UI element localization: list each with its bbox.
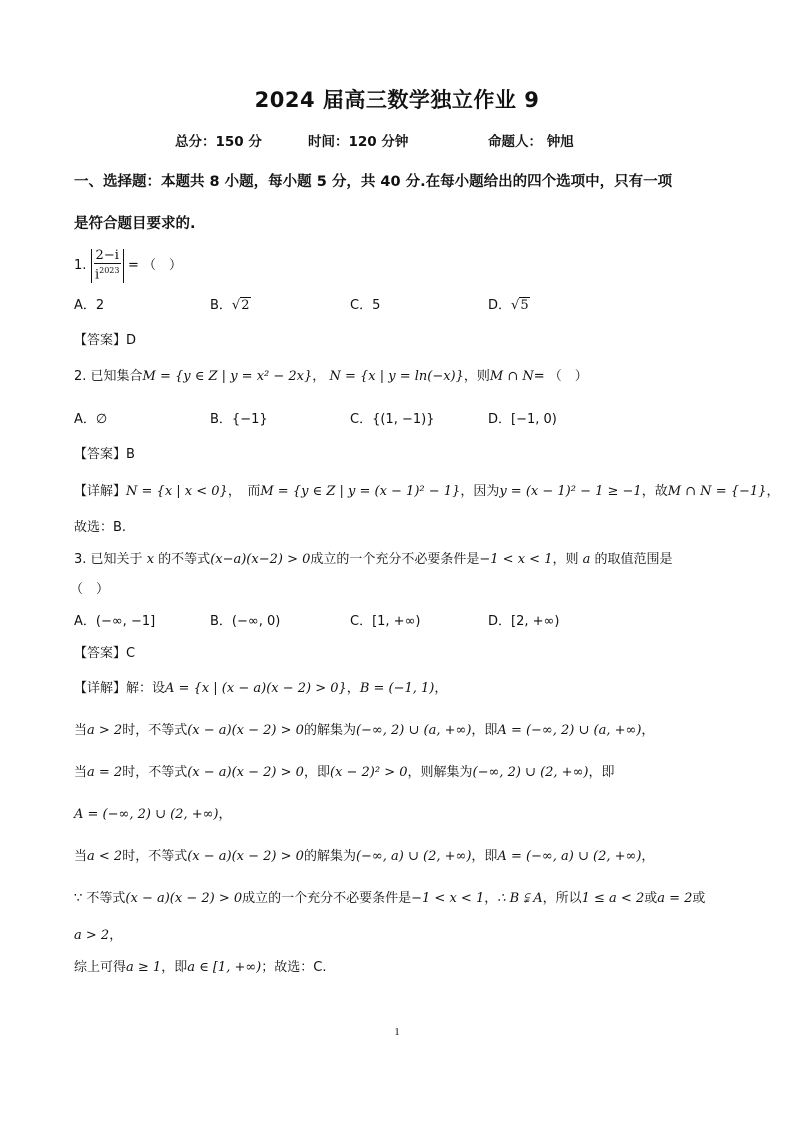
q3-detail-intro <box>74 679 447 699</box>
math: M = {y ∈ Z | y = (x − 1)² − 1} <box>260 484 461 499</box>
text: ， <box>484 891 498 906</box>
q3-option-b: B．(−∞, 0) <box>210 614 281 629</box>
time-limit: 时间：120 分钟 <box>308 134 409 150</box>
math: (−∞, 2) ∪ (a, +∞) <box>355 723 472 738</box>
text: 当 <box>74 723 88 738</box>
math: −1 < x < 1 <box>411 891 485 906</box>
intersection: M ∩ N <box>489 369 534 384</box>
sqrt-icon: √5 <box>511 298 529 313</box>
text: ， <box>346 681 360 696</box>
question-number: 1. <box>74 258 87 273</box>
text: ，即 <box>471 723 498 738</box>
math: A = (−∞, 2) ∪ (a, +∞) <box>497 723 642 738</box>
q2-option-c: C．{(1, −1)} <box>350 412 435 427</box>
q3-case-2 <box>74 763 615 783</box>
set-m: M = {y ∈ Z | y = x² − 2x} <box>142 369 313 384</box>
q3-case-2-cont <box>74 805 232 825</box>
math: A = (−∞, a) ∪ (2, +∞) <box>497 849 642 864</box>
q2-detail <box>74 482 779 502</box>
text: 时，不等式 <box>122 723 188 738</box>
stem-text: ，则 <box>463 369 490 384</box>
denominator-base: i <box>94 267 100 283</box>
math: A = (−∞, 2) ∪ (2, +∞) <box>74 807 219 822</box>
q2-answer: 【答案】B <box>74 447 135 462</box>
math: a > 2 <box>87 723 123 738</box>
radicand: 5 <box>520 298 529 313</box>
q2-option-d: D．[−1, 0) <box>488 412 557 427</box>
text: ，因为 <box>460 484 500 499</box>
detail-label: 【详解】 <box>74 484 127 499</box>
math: N = {x | x < 0} <box>126 484 228 499</box>
math: (−∞, 2) ∪ (2, +∞) <box>472 765 589 780</box>
q1-option-c: C．5 <box>350 298 381 313</box>
text: 的解集为 <box>303 849 356 864</box>
math: x <box>146 552 155 567</box>
q1-option-a: A．2 <box>74 298 105 313</box>
text: 综上可得 <box>74 960 127 975</box>
stem-text: ， <box>312 369 326 384</box>
denominator <box>94 264 121 282</box>
q3-case-1 <box>74 721 654 741</box>
math: (x − a)(x − 2) > 0 <box>187 723 304 738</box>
option-label: B． <box>210 298 232 313</box>
math: a > 2 <box>74 928 110 943</box>
q3-since <box>74 889 705 909</box>
set-n: N = {x | y = ln(−x)} <box>329 369 464 384</box>
question-1 <box>74 248 182 284</box>
text: ，即 <box>303 765 330 780</box>
page-number: 1 <box>394 1026 400 1038</box>
text: 的不等式 <box>158 552 211 567</box>
q2-conclusion: 故选：B. <box>74 520 127 535</box>
absolute-value-expression <box>91 249 124 283</box>
q3-option-c: C．[1, +∞) <box>350 614 421 629</box>
math: (−∞, a) ∪ (2, +∞) <box>355 849 472 864</box>
text: 或 <box>644 891 658 906</box>
text: ， <box>218 807 232 822</box>
text: 时，不等式 <box>122 765 188 780</box>
text: 当 <box>74 765 88 780</box>
question-tail: = （ ） <box>128 258 183 273</box>
q2-option-b: B．{−1} <box>210 412 268 427</box>
math: a ≥ 1 <box>126 960 162 975</box>
text: 的取值范围是 <box>594 552 673 567</box>
q1-option-d <box>488 296 530 316</box>
q3-since-cont <box>74 926 122 946</box>
math: (x − a)(x − 2) > 0 <box>187 849 304 864</box>
text: ，即 <box>588 765 615 780</box>
q3-option-d: D．[2, +∞) <box>488 614 560 629</box>
q3-option-a: A．(−∞, −1] <box>74 614 156 629</box>
fraction <box>94 249 121 282</box>
text: ，则解集为 <box>407 765 473 780</box>
text: ；故选：C. <box>261 960 327 975</box>
text: ，则 <box>552 552 579 567</box>
text: 的解集为 <box>303 723 356 738</box>
math: (x − 2)² > 0 <box>329 765 408 780</box>
text: 或 <box>692 891 706 906</box>
math: B = (−1, 1) <box>359 681 435 696</box>
text: 【详解】解：设 <box>74 681 166 696</box>
text: ，即 <box>471 849 498 864</box>
math: a ∈ [1, +∞) <box>187 960 262 975</box>
text: 时，不等式 <box>122 849 188 864</box>
text: ， <box>641 723 655 738</box>
author: 命题人： 钟旭 <box>488 134 574 150</box>
q3-final <box>74 958 326 978</box>
math: (x−a)(x−2) > 0 <box>210 552 311 567</box>
text: ，故 <box>641 484 668 499</box>
text: ，即 <box>161 960 188 975</box>
text: 成立的一个充分不必要条件是 <box>242 891 412 906</box>
math: (x − a)(x − 2) > 0 <box>125 891 243 906</box>
q2-option-a: A．∅ <box>74 412 108 427</box>
math: A = {x | (x − a)(x − 2) > 0} <box>165 681 347 696</box>
text: ， <box>766 484 780 499</box>
text: ， <box>109 928 123 943</box>
question-2 <box>74 367 588 387</box>
question-3 <box>74 550 673 570</box>
radicand: 2 <box>241 298 250 313</box>
text: 成立的一个充分不必要条件是 <box>310 552 480 567</box>
numerator: 2−i <box>95 248 119 264</box>
math: M ∩ N = {−1} <box>667 484 767 499</box>
math: a < 2 <box>87 849 123 864</box>
math: ∴ B ⫋ A <box>497 891 543 906</box>
text: ， <box>641 849 655 864</box>
text: 当 <box>74 849 88 864</box>
stem-text: = （ ） <box>533 369 588 384</box>
document-title: 2024 届高三数学独立作业 9 <box>254 88 540 112</box>
math: −1 < x < 1 <box>479 552 553 567</box>
math: a = 2 <box>87 765 123 780</box>
option-label: D． <box>488 298 512 313</box>
text: ∵ 不等式 <box>74 891 126 906</box>
section-heading: 一、选择题：本题共 8 小题，每小题 5 分，共 40 分.在每小题给出的四个选项中，只有一项 <box>74 174 673 190</box>
math: a = 2 <box>657 891 693 906</box>
math: (x − a)(x − 2) > 0 <box>187 765 304 780</box>
math: a <box>582 552 591 567</box>
sqrt-icon: √2 <box>231 298 250 313</box>
q1-answer: 【答案】D <box>74 333 137 348</box>
text: ，所以 <box>542 891 582 906</box>
text: ， 而 <box>227 484 261 499</box>
text: ， <box>434 681 448 696</box>
text: 3. 已知关于 <box>74 552 143 567</box>
q3-answer: 【答案】C <box>74 646 136 661</box>
q1-option-b <box>210 296 251 316</box>
math: y = (x − 1)² − 1 ≥ −1 <box>499 484 642 499</box>
math: 1 ≤ a < 2 <box>581 891 645 906</box>
q3-paren: （ ） <box>70 582 110 597</box>
stem-text: 2. 已知集合 <box>74 369 143 384</box>
q3-case-3 <box>74 847 654 867</box>
section-heading-cont: 是符合题目要求的. <box>74 216 196 232</box>
denominator-exponent: 2023 <box>99 266 120 276</box>
total-score: 总分：150 分 <box>175 134 262 150</box>
